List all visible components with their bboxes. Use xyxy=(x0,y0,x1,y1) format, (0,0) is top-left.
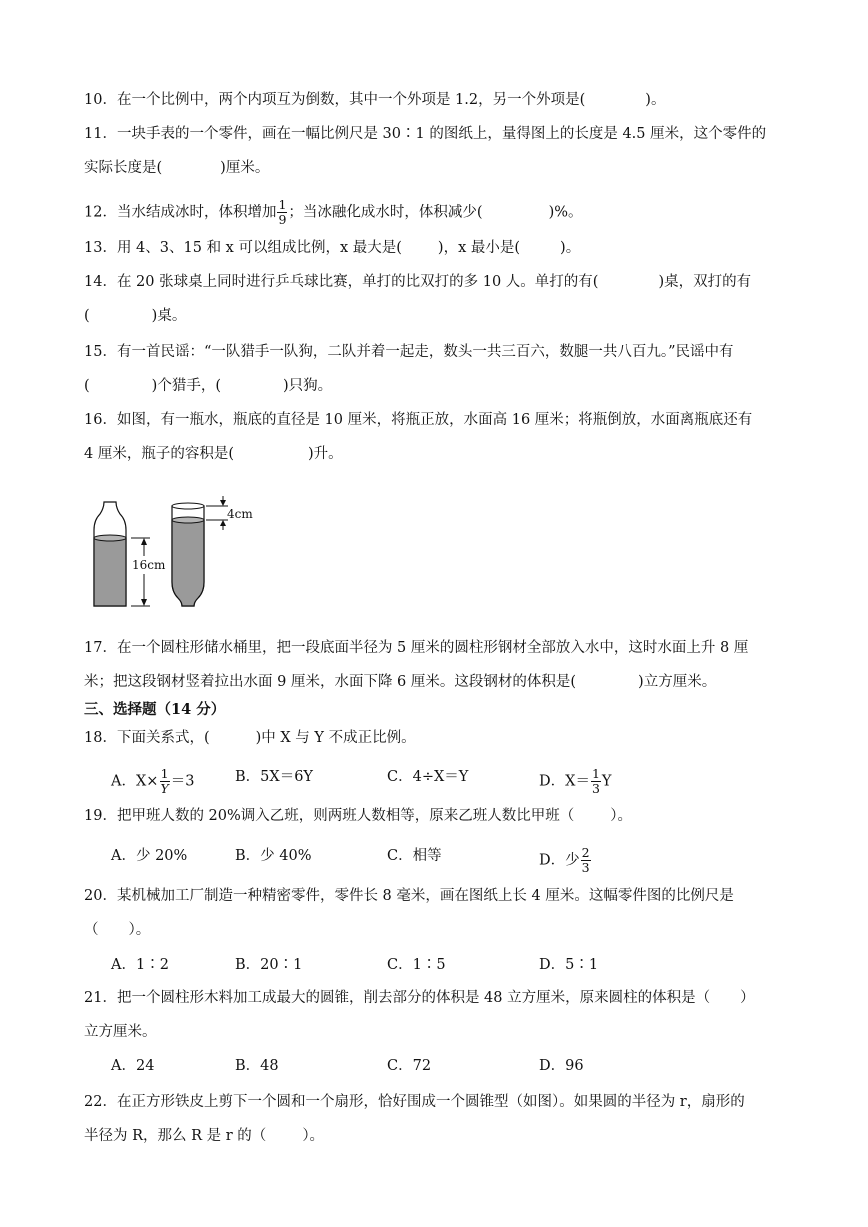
label-16cm: 16cm xyxy=(132,558,166,572)
option-a[interactable]: A．少 20% xyxy=(111,848,188,864)
question-11-line-2: 实际长度是( )厘米。 xyxy=(84,160,270,176)
fraction: $\frac{1}{9}$ xyxy=(278,197,287,227)
inverted-bottle xyxy=(172,503,204,606)
question-16-line-2: 4 厘米，瓶子的容积是( )升。 xyxy=(84,446,343,462)
option-d[interactable]: D．少 $\frac{2}{3}$ xyxy=(539,845,590,875)
question-20-line-2: （ ）。 xyxy=(84,922,151,938)
question-21-line-2: 立方厘米。 xyxy=(84,1024,157,1040)
question-15-line-2: ( )个猎手，( )只狗。 xyxy=(84,378,333,394)
option-b[interactable]: B．48 xyxy=(235,1058,279,1074)
height-arrow-16 xyxy=(131,538,150,606)
question-22-line-1: 22．在正方形铁皮上剪下一个圆和一个扇形，恰好围成一个圆锥型（如图）。如果圆的半径为 r，扇形的 xyxy=(84,1094,745,1110)
option-d[interactable]: D．5∶1 xyxy=(539,957,599,973)
question-15-line-1: 15．有一首民谣：“一队猎手一队狗，二队并着一起走，数头一共三百六，数腿一共八百九。”民谣中有 xyxy=(84,344,734,360)
option-b[interactable]: B．5X＝6Y xyxy=(235,769,314,785)
fraction: $\frac{2}{3}$ xyxy=(581,845,590,875)
option-c[interactable]: C．72 xyxy=(387,1058,432,1074)
option-a[interactable]: A．24 xyxy=(111,1058,155,1074)
option-b[interactable]: B．20∶1 xyxy=(235,957,303,973)
question-20-line-1: 20．某机械加工厂制造一种精密零件，零件长 8 毫米，画在图纸上长 4 厘米。这幅零件图的比例尺是 xyxy=(84,888,734,904)
option-d[interactable]: D．X＝ $\frac{1}{3}$ Y xyxy=(539,766,612,796)
question-10: 10．在一个比例中，两个内项互为倒数，其中一个外项是 1.2，另一个外项是( )。 xyxy=(84,92,666,108)
question-12: 12．当水结成冰时，体积增加 $\frac{1}{9}$ ；当冰融化成水时，体积减少( )%。 xyxy=(84,197,583,227)
fraction: $\frac{1}{Y}$ xyxy=(160,766,169,796)
height-arrow-4 xyxy=(206,496,228,530)
question-21-line-1: 21．把一个圆柱形木料加工成最大的圆锥，削去部分的体积是 48 立方厘米，原来圆柱的体积是（ ） xyxy=(84,990,755,1006)
option-c[interactable]: C．1∶5 xyxy=(387,957,446,973)
question-17-line-2: 米；把这段钢材竖着拉出水面 9 厘米，水面下降 6 厘米。这段钢材的体积是( )立方厘米。 xyxy=(84,674,717,690)
option-c[interactable]: C．4÷X＝Y xyxy=(387,769,469,785)
option-d[interactable]: D．96 xyxy=(539,1058,584,1074)
question-22-line-2: 半径为 R，那么 R 是 r 的（ ）。 xyxy=(84,1128,325,1144)
section-heading: 三、选择题（14 分） xyxy=(84,701,226,718)
option-a[interactable]: A．X× $\frac{1}{Y}$ ＝3 xyxy=(111,766,195,796)
question-14-line-2: ( )桌。 xyxy=(84,308,187,324)
question-14-line-1: 14．在 20 张球桌上同时进行乒乓球比赛，单打的比双打的多 10 人。单打的有( )桌，双打的有 xyxy=(84,274,752,290)
bottle-figure xyxy=(86,494,266,614)
option-c[interactable]: C．相等 xyxy=(387,848,442,864)
upright-bottle xyxy=(94,502,126,606)
label-4cm: 4cm xyxy=(227,507,253,521)
question-16-line-1: 16．如图，有一瓶水，瓶底的直径是 10 厘米，将瓶正放，水面高 16 厘米；将瓶倒放，水面离瓶底还有 xyxy=(84,412,753,428)
question-17-line-1: 17．在一个圆柱形储水桶里，把一段底面半径为 5 厘米的圆柱形钢材全部放入水中，这时水面上升 8 厘 xyxy=(84,640,749,656)
question-13: 13．用 4、3、15 和 x 可以组成比例，x 最大是( )，x 最小是( )。 xyxy=(84,240,581,256)
option-b[interactable]: B．少 40% xyxy=(235,848,312,864)
fraction: $\frac{1}{3}$ xyxy=(591,766,600,796)
question-19: 19．把甲班人数的 20%调入乙班，则两班人数相等，原来乙班人数比甲班（ ）。 xyxy=(84,808,633,824)
option-a[interactable]: A．1∶2 xyxy=(111,957,169,973)
question-11-line-1: 11．一块手表的一个零件，画在一幅比例尺是 30∶1 的图纸上，量得图上的长度是 4.5 厘米，这个零件的 xyxy=(84,126,767,142)
question-18: 18．下面关系式，( )中 X 与 Y 不成正比例。 xyxy=(84,730,416,746)
